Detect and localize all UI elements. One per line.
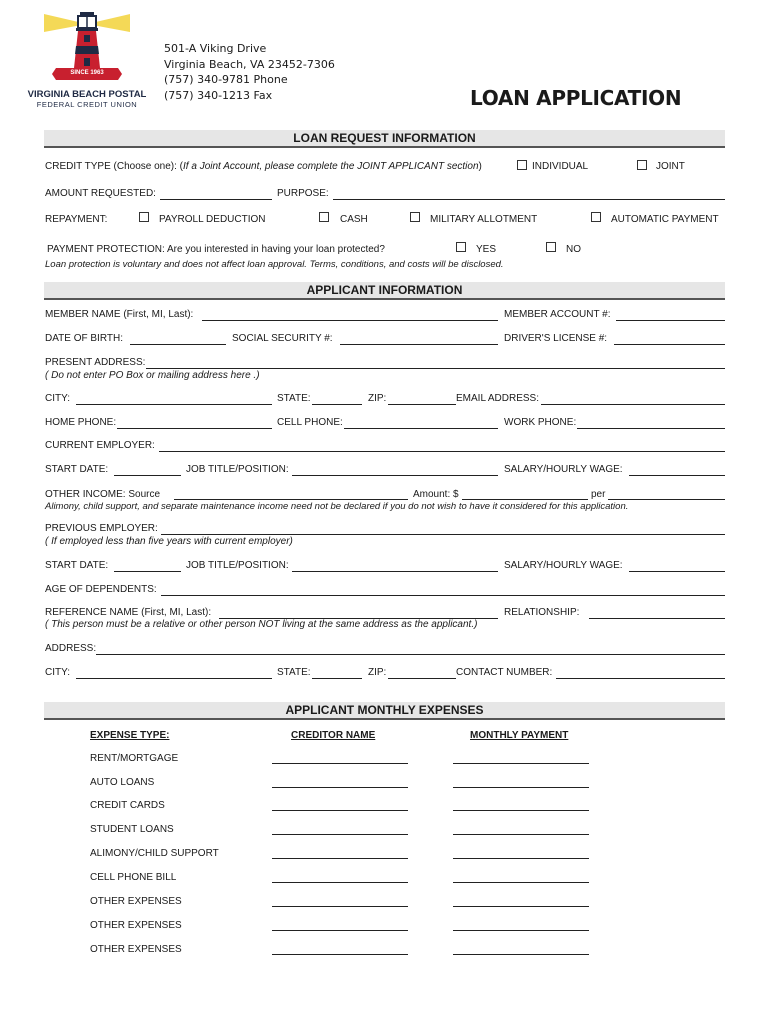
other-income-amount-label: Amount: $ (413, 489, 459, 500)
reference-name-label: REFERENCE NAME (First, MI, Last): (45, 607, 212, 618)
protection-yes-checkbox[interactable] (456, 242, 466, 252)
loan-request-header: LOAN REQUEST INFORMATION (44, 130, 725, 148)
payment-protection-label: PAYMENT PROTECTION: Are you interested in having your loan protected? (47, 244, 385, 255)
prev-job-title-label: JOB TITLE/POSITION: (186, 560, 289, 571)
logo-org-name: VIRGINIA BEACH POSTAL (27, 89, 147, 100)
expense-type-label: RENT/MORTGAGE (90, 753, 179, 764)
member-account-label: MEMBER ACCOUNT #: (504, 309, 611, 320)
member-name-label: MEMBER NAME (First, MI, Last): (45, 309, 194, 320)
present-address-label: PRESENT ADDRESS: (45, 357, 146, 368)
city-field[interactable] (76, 404, 272, 405)
job-title-label: JOB TITLE/POSITION: (186, 464, 289, 475)
creditor-name-field[interactable] (272, 834, 408, 835)
protection-no-label: NO (566, 244, 581, 255)
ssn-label: SOCIAL SECURITY #: (232, 333, 333, 344)
creditor-name-field[interactable] (272, 930, 408, 931)
zip-label: ZIP: (368, 393, 387, 404)
joint-checkbox[interactable] (637, 160, 647, 170)
automatic-checkbox[interactable] (591, 212, 601, 222)
previous-employer-note: ( If employed less than five years with current employer) (45, 536, 293, 547)
state-label: STATE: (277, 393, 311, 404)
prev-salary-label: SALARY/HOURLY WAGE: (504, 560, 623, 571)
document-title: LOAN APPLICATION (470, 86, 682, 110)
creditor-name-field[interactable] (272, 810, 408, 811)
purpose-label: PURPOSE: (277, 188, 329, 199)
credit-type-label: CREDIT TYPE (Choose one): (If a Joint Account, please complete the JOINT APPLICANT section) (45, 161, 482, 172)
dob-field[interactable] (130, 344, 226, 345)
creditor-name-field[interactable] (272, 858, 408, 859)
repayment-label: REPAYMENT: (45, 214, 108, 225)
state-field[interactable] (312, 404, 362, 405)
monthly-payment-column-header: MONTHLY PAYMENT (470, 730, 569, 741)
ssn-field[interactable] (340, 344, 498, 345)
address-line1: 501-A Viking Drive (164, 42, 267, 55)
current-employer-field[interactable] (159, 451, 725, 452)
monthly-payment-field[interactable] (453, 763, 589, 764)
expense-type-label: OTHER EXPENSES (90, 920, 182, 931)
member-name-field[interactable] (202, 320, 498, 321)
home-phone-label: HOME PHONE: (45, 417, 117, 428)
protection-no-checkbox[interactable] (546, 242, 556, 252)
creditor-name-column-header: CREDITOR NAME (291, 730, 376, 741)
expense-type-label: OTHER EXPENSES (90, 944, 182, 955)
reference-address-field[interactable] (96, 654, 725, 655)
monthly-payment-field[interactable] (453, 882, 589, 883)
other-income-label: OTHER INCOME: Source (45, 489, 161, 500)
protection-yes-label: YES (476, 244, 497, 255)
creditor-name-field[interactable] (272, 906, 408, 907)
expense-type-label: ALIMONY/CHILD SUPPORT (90, 848, 219, 859)
other-income-per-label: per (591, 489, 606, 500)
job-title-field[interactable] (292, 475, 498, 476)
reference-state-field[interactable] (312, 678, 362, 679)
military-checkbox[interactable] (410, 212, 420, 222)
credit-union-logo (26, 10, 148, 110)
relationship-label: RELATIONSHIP: (504, 607, 580, 618)
prev-job-title-field[interactable] (292, 571, 498, 572)
other-income-per-field[interactable] (608, 499, 725, 500)
dob-label: DATE OF BIRTH: (45, 333, 123, 344)
individual-checkbox[interactable] (517, 160, 527, 170)
city-label: CITY: (45, 393, 71, 404)
logo-org-subname: FEDERAL CREDIT UNION (36, 100, 138, 109)
contact-number-label: CONTACT NUMBER: (456, 667, 553, 678)
work-phone-label: WORK PHONE: (504, 417, 577, 428)
expense-type-label: AUTO LOANS (90, 777, 155, 788)
expense-type-label: STUDENT LOANS (90, 824, 174, 835)
amount-requested-field[interactable] (160, 199, 272, 200)
salary-field[interactable] (629, 475, 725, 476)
monthly-payment-field[interactable] (453, 954, 589, 955)
expense-type-label: OTHER EXPENSES (90, 896, 182, 907)
address-block (164, 41, 335, 103)
cell-phone-label: CELL PHONE: (277, 417, 343, 428)
age-dependents-field[interactable] (161, 595, 725, 596)
logo-since-text: SINCE 1963 (70, 70, 104, 76)
monthly-payment-field[interactable] (453, 858, 589, 859)
start-date-label: START DATE: (45, 464, 109, 475)
payroll-label: PAYROLL DEDUCTION (159, 214, 266, 225)
other-income-amount-field[interactable] (462, 499, 588, 500)
contact-number-field[interactable] (556, 678, 725, 679)
reference-zip-field[interactable] (388, 678, 456, 679)
relationship-field[interactable] (589, 618, 725, 619)
monthly-payment-field[interactable] (453, 834, 589, 835)
monthly-payment-field[interactable] (453, 787, 589, 788)
fax-number: (757) 340-1213 Fax (164, 88, 273, 102)
email-label: EMAIL ADDRESS: (456, 393, 539, 404)
address-line2: Virginia Beach, VA 23452-7306 (164, 57, 335, 71)
creditor-name-field[interactable] (272, 954, 408, 955)
member-account-field[interactable] (616, 320, 725, 321)
cash-checkbox[interactable] (319, 212, 329, 222)
individual-label: INDIVIDUAL (532, 161, 589, 172)
automatic-label: AUTOMATIC PAYMENT (611, 214, 719, 225)
age-dependents-label: AGE OF DEPENDENTS: (45, 584, 157, 595)
expense-type-label: CELL PHONE BILL (90, 872, 177, 883)
present-address-field[interactable] (146, 368, 725, 369)
expense-type-column-header: EXPENSE TYPE: (90, 730, 170, 741)
reference-note: ( This person must be a relative or other person NOT living at the same address as the applicant.) (45, 619, 478, 630)
protection-note: Loan protection is voluntary and does not affect loan approval. Terms, conditions, and costs will be disclosed. (45, 259, 504, 270)
work-phone-field[interactable] (577, 428, 725, 429)
expense-type-label: CREDIT CARDS (90, 800, 165, 811)
monthly-payment-field[interactable] (453, 930, 589, 931)
salary-label: SALARY/HOURLY WAGE: (504, 464, 623, 475)
prev-start-date-label: START DATE: (45, 560, 109, 571)
start-date-field[interactable] (114, 475, 181, 476)
prev-start-date-field[interactable] (114, 571, 181, 572)
current-employer-label: CURRENT EMPLOYER: (45, 440, 155, 451)
reference-address-label: ADDRESS: (45, 643, 97, 654)
license-field[interactable] (614, 344, 725, 345)
phone-number: (757) 340-9781 Phone (164, 73, 288, 86)
monthly-payment-field[interactable] (453, 906, 589, 907)
previous-employer-field[interactable] (161, 534, 725, 535)
present-address-note: ( Do not enter PO Box or mailing address here .) (45, 370, 260, 381)
applicant-header: APPLICANT INFORMATION (44, 282, 725, 300)
military-label: MILITARY ALLOTMENT (430, 214, 538, 225)
reference-city-label: CITY: (45, 667, 71, 678)
email-field[interactable] (541, 404, 725, 405)
payroll-checkbox[interactable] (139, 212, 149, 222)
reference-city-field[interactable] (76, 678, 272, 679)
license-label: DRIVER'S LICENSE #: (504, 333, 608, 344)
cell-phone-field[interactable] (344, 428, 498, 429)
expenses-header: APPLICANT MONTHLY EXPENSES (44, 702, 725, 720)
zip-field[interactable] (388, 404, 456, 405)
creditor-name-field[interactable] (272, 882, 408, 883)
creditor-name-field[interactable] (272, 763, 408, 764)
creditor-name-field[interactable] (272, 787, 408, 788)
monthly-payment-field[interactable] (453, 810, 589, 811)
purpose-field[interactable] (333, 199, 725, 200)
joint-label: JOINT (656, 161, 685, 172)
prev-salary-field[interactable] (629, 571, 725, 572)
previous-employer-label: PREVIOUS EMPLOYER: (45, 523, 158, 534)
cash-label: CASH (340, 214, 368, 225)
alimony-note: Alimony, child support, and separate maintenance income need not be declared if you do not wish to have it considered for this application. (45, 501, 629, 512)
home-phone-field[interactable] (117, 428, 272, 429)
reference-zip-label: ZIP: (368, 667, 387, 678)
other-income-source-field[interactable] (174, 499, 408, 500)
amount-requested-label: AMOUNT REQUESTED: (45, 188, 156, 199)
reference-state-label: STATE: (277, 667, 311, 678)
